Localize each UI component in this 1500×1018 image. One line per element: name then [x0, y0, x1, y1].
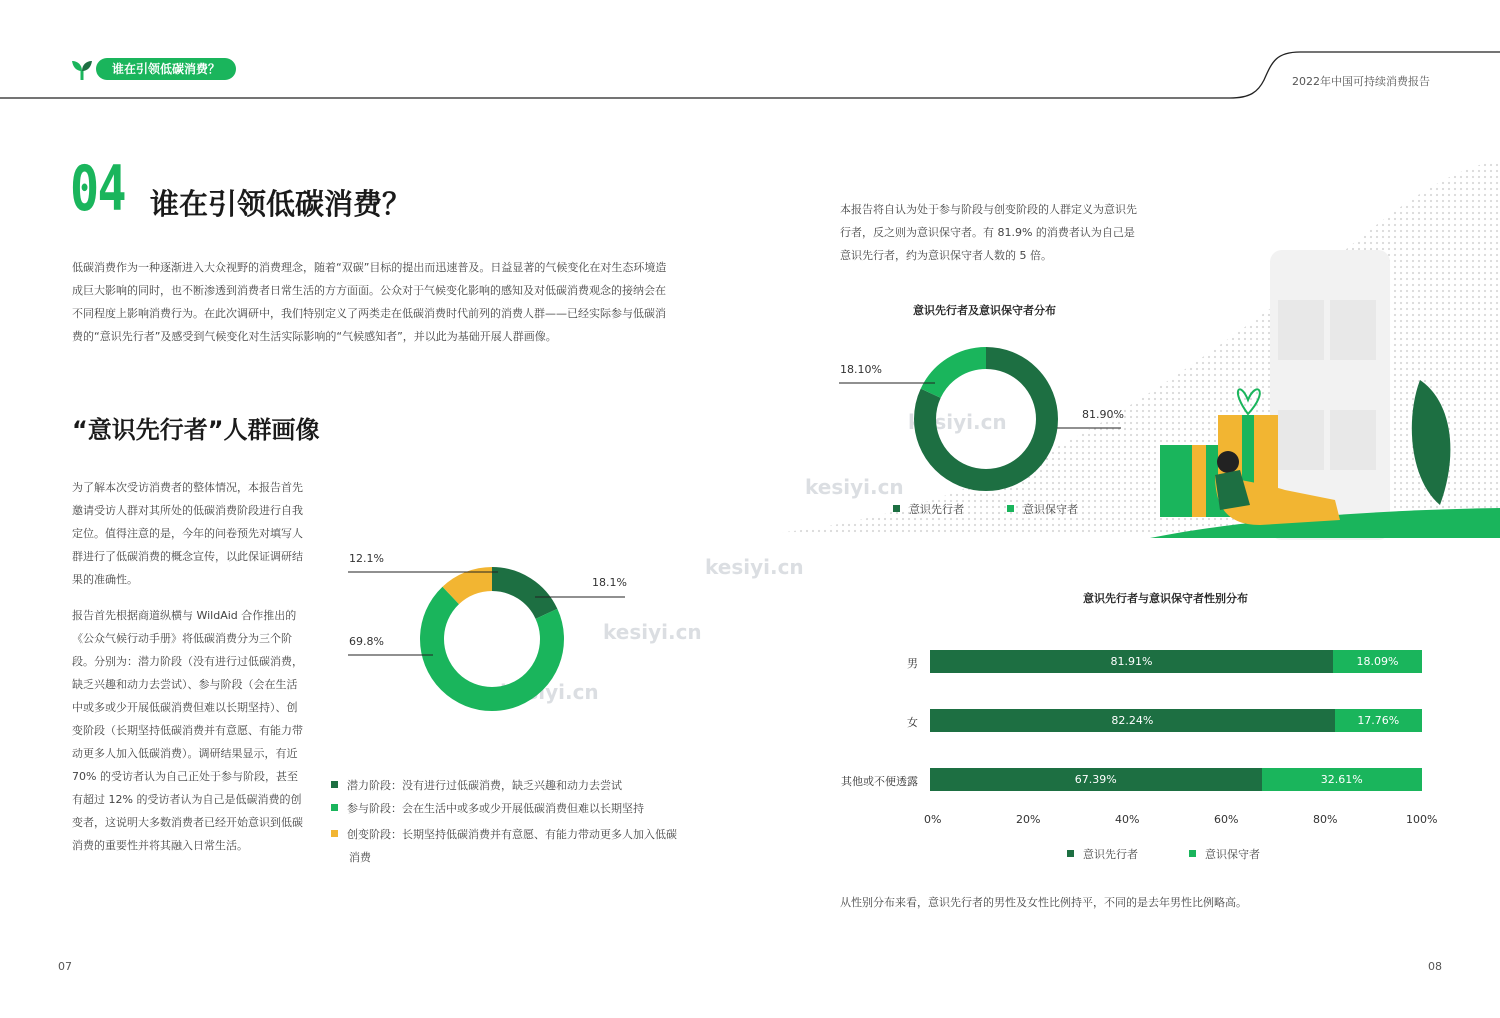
- page-number-right: 08: [1428, 960, 1442, 973]
- legend-label: 参与阶段：会在生活中或多或少开展低碳消费但难以长期坚持: [347, 802, 644, 815]
- donut1-label-canyu: 69.8%: [349, 635, 384, 648]
- legend-label: 意识保守者: [1023, 503, 1078, 516]
- x-tick-label: 80%: [1313, 813, 1338, 826]
- legend-swatch: [1067, 850, 1074, 857]
- legend-swatch: [893, 505, 900, 512]
- page-number-left: 07: [58, 960, 72, 973]
- donut1-label-chuangbian: 12.1%: [349, 552, 384, 565]
- legend-swatch: [331, 781, 338, 788]
- stage-donut-chart: [340, 545, 640, 725]
- right-paragraph: 本报告将自认为处于参与阶段与创变阶段的人群定义为意识先行者，反之则为意识保守者。有 81.9% 的消费者认为自己是意识先行者，约为意识保守者人数的 5 倍。: [840, 203, 1137, 262]
- bar-segment-conservative: 32.61%: [1262, 768, 1422, 791]
- bar-segment-pioneer: 82.24%: [930, 709, 1335, 732]
- category-label: 其他或不便透露: [841, 775, 918, 788]
- legend-label: 创变阶段：长期坚持低碳消费并有意愿、有能力带动更多人加入低碳消费: [347, 828, 677, 864]
- left-paragraph-2: 报告首先根据商道纵横与 WildAid 合作推出的《公众气候行动手册》将低碳消费分为三个阶段。分别为：潜力阶段（没有进行过低碳消费，缺乏兴趣和动力去尝试）、参与阶段（会在生活中或多或少开展低碳消费但难以长期坚持）、创变阶段（长期坚持低碳消费并有意愿、有能力带动更多人加入低碳消费）。调研结果显示，有近 70% 的受访者认为自己正处于参与阶段，甚至有超过 12% 的受访者认为自己是低碳消费的创变者，这说明大多数消费者已经开始意识到低碳消费的重要性并将其融入日常生活。: [72, 609, 303, 852]
- bar-segment-pioneer: 81.91%: [930, 650, 1333, 673]
- donut2-label-pioneer: 81.90%: [1082, 408, 1124, 421]
- sprout-icon: [70, 58, 94, 82]
- bar-segment-pioneer: 67.39%: [930, 768, 1262, 791]
- legend-label: 意识保守者: [1205, 848, 1260, 861]
- gender-note: 从性别分布来看，意识先行者的男性及女性比例持平，不同的是去年男性比例略高。: [840, 896, 1247, 909]
- bar-row-male: [930, 650, 1422, 673]
- legend-item-qianli: [331, 777, 671, 793]
- report-name: 2022年中国可持续消费报告: [1292, 75, 1430, 88]
- watermark: kesiyi.cn: [500, 680, 599, 704]
- chart2-title: 意识先行者及意识保守者分布: [913, 304, 1056, 317]
- gift-illustration: [1120, 370, 1500, 540]
- bar-row-other: [930, 768, 1422, 791]
- legend-label: 意识先行者: [909, 503, 964, 516]
- legend-swatch: [331, 830, 338, 837]
- section-number: 04: [70, 152, 126, 225]
- watermark: kesiyi.cn: [805, 475, 904, 499]
- legend-item-pioneer: [1067, 846, 1138, 862]
- left-paragraph-1: 为了解本次受访消费者的整体情况，本报告首先邀请受访人群对其所处的低碳消费阶段进行自我定位。值得注意的是，今年的问卷预先对填写人群进行了低碳消费的概念宣传，以此保证调研结果的准确性。: [72, 481, 303, 586]
- x-tick-label: 40%: [1115, 813, 1140, 826]
- category-label: 女: [907, 716, 918, 729]
- watermark: kesiyi.cn: [908, 410, 1007, 434]
- x-tick-label: 60%: [1214, 813, 1239, 826]
- donut1-label-qianli: 18.1%: [592, 576, 627, 589]
- legend-item-chuangbian: [331, 823, 679, 869]
- x-tick-label: 100%: [1406, 813, 1438, 826]
- legend-item-pioneer: [893, 501, 964, 517]
- bar-row-female: [930, 709, 1422, 732]
- legend-swatch: [1007, 505, 1014, 512]
- section-title: 谁在引领低碳消费？: [150, 187, 412, 221]
- intro-paragraph: 低碳消费作为一种逐渐进入大众视野的消费理念，随着“双碳”目标的提出而迅速普及。日益显著的气候变化在对生态环境造成巨大影响的同时，也不断渗透到消费者日常生活的方方面面。公众对于气候变化影响的感知及对低碳消费观念的接纳会在不同程度上影响消费行为。在此次调研中，我们特别定义了两类走在低碳消费时代前列的消费人群——已经实际参与低碳消费的“意识先行者”及感受到气候变化对生活实际影响的“气候感知者”，并以此为基础开展人群画像。: [72, 261, 667, 343]
- subsection-title: “意识先行者”人群画像: [72, 416, 320, 444]
- donut2-label-conservative: 18.10%: [840, 363, 882, 376]
- x-tick-label: 0%: [924, 813, 942, 826]
- legend-item-canyu: [331, 800, 671, 816]
- legend-label: 潜力阶段：没有进行过低碳消费，缺乏兴趣和动力去尝试: [347, 779, 622, 792]
- watermark: kesiyi.cn: [603, 620, 702, 644]
- legend-item-conservative: [1007, 501, 1078, 517]
- section-pill: 谁在引领低碳消费？: [96, 58, 236, 80]
- chart3-title: 意识先行者与意识保守者性别分布: [1083, 592, 1248, 605]
- watermark: kesiyi.cn: [705, 555, 804, 579]
- bar-segment-conservative: 17.76%: [1335, 709, 1422, 732]
- legend-swatch: [331, 804, 338, 811]
- legend-item-conservative: [1189, 846, 1260, 862]
- legend-swatch: [1189, 850, 1196, 857]
- x-tick-label: 20%: [1016, 813, 1041, 826]
- category-label: 男: [907, 657, 918, 670]
- bar-segment-conservative: 18.09%: [1333, 650, 1422, 673]
- legend-label: 意识先行者: [1083, 848, 1138, 861]
